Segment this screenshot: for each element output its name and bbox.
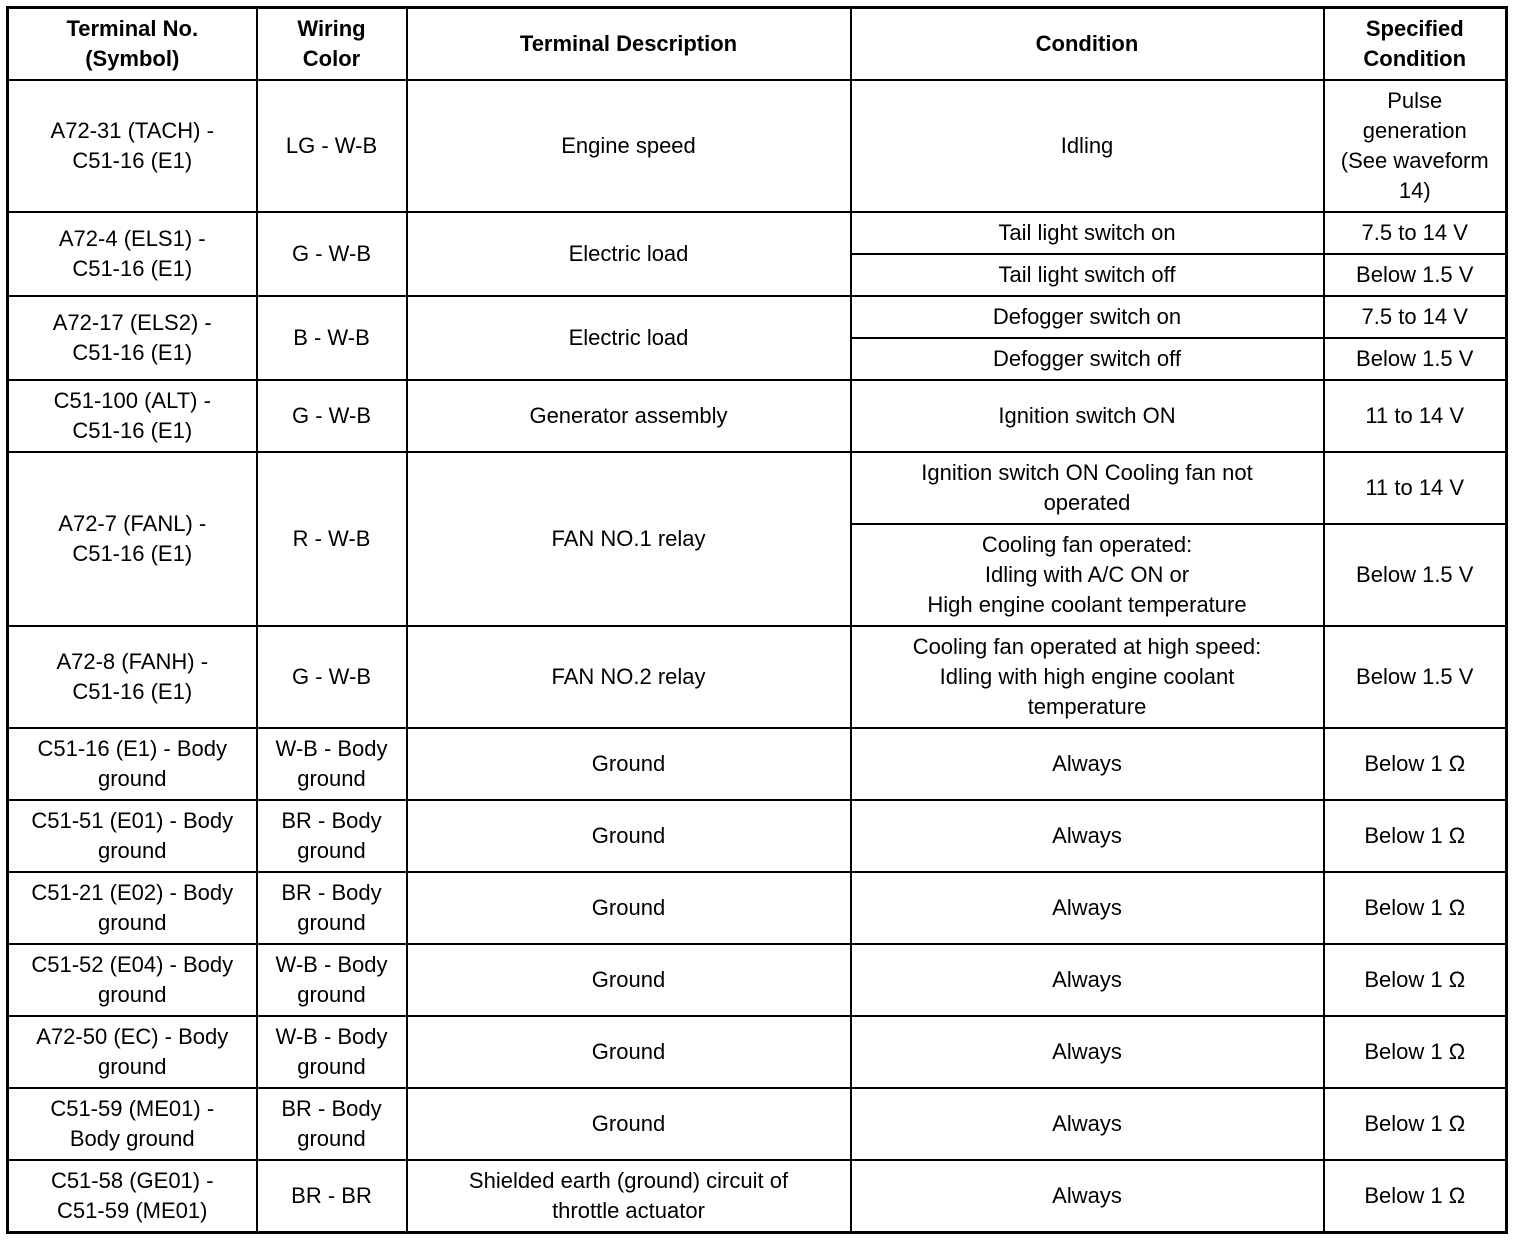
terminal-cell: C51-51 (E01) - Body ground xyxy=(8,800,257,872)
description-cell: Generator assembly xyxy=(407,380,851,452)
condition-cell: Idling xyxy=(851,80,1324,212)
condition-cell: Always xyxy=(851,944,1324,1016)
terminal-cell: C51-58 (GE01) - C51-59 (ME01) xyxy=(8,1160,257,1233)
specified-cell: Below 1 Ω xyxy=(1324,800,1507,872)
description-cell: Shielded earth (ground) circuit of throttle actuator xyxy=(407,1160,851,1233)
wiring-cell: B - W-B xyxy=(257,296,407,380)
specified-cell: Below 1 Ω xyxy=(1324,1016,1507,1088)
description-cell: Ground xyxy=(407,872,851,944)
condition-cell: Tail light switch off xyxy=(851,254,1324,296)
terminal-cell: C51-16 (E1) - Body ground xyxy=(8,728,257,800)
description-cell: Ground xyxy=(407,944,851,1016)
table-row xyxy=(8,1016,1507,1088)
terminal-cell: A72-7 (FANL) - C51-16 (E1) xyxy=(8,452,257,626)
condition-cell: Ignition switch ON Cooling fan not operated xyxy=(851,452,1324,524)
wiring-cell: W-B - Body ground xyxy=(257,1016,407,1088)
wiring-cell: BR - Body ground xyxy=(257,800,407,872)
terminal-cell: A72-31 (TACH) - C51-16 (E1) xyxy=(8,80,257,212)
wiring-cell: LG - W-B xyxy=(257,80,407,212)
table-row xyxy=(8,212,1507,254)
condition-cell: Ignition switch ON xyxy=(851,380,1324,452)
wiring-cell: G - W-B xyxy=(257,212,407,296)
specified-cell: Below 1 Ω xyxy=(1324,872,1507,944)
header-row xyxy=(8,8,1507,81)
specified-cell: Below 1 Ω xyxy=(1324,728,1507,800)
condition-cell: Always xyxy=(851,1016,1324,1088)
terminal-cell: C51-100 (ALT) - C51-16 (E1) xyxy=(8,380,257,452)
condition-cell: Cooling fan operated at high speed: Idling with high engine coolant temperature xyxy=(851,626,1324,728)
specified-cell: Below 1.5 V xyxy=(1324,254,1507,296)
header-terminal-description: Terminal Description xyxy=(407,8,851,81)
specified-cell: 7.5 to 14 V xyxy=(1324,296,1507,338)
terminal-cell: A72-8 (FANH) - C51-16 (E1) xyxy=(8,626,257,728)
condition-cell: Always xyxy=(851,1160,1324,1233)
wiring-cell: G - W-B xyxy=(257,380,407,452)
wiring-cell: W-B - Body ground xyxy=(257,728,407,800)
description-cell: Ground xyxy=(407,728,851,800)
condition-cell: Always xyxy=(851,872,1324,944)
specified-cell: 11 to 14 V xyxy=(1324,380,1507,452)
specified-cell: Below 1.5 V xyxy=(1324,524,1507,626)
table-row xyxy=(8,944,1507,1016)
specified-cell: 7.5 to 14 V xyxy=(1324,212,1507,254)
specified-cell: 11 to 14 V xyxy=(1324,452,1507,524)
table-row xyxy=(8,800,1507,872)
table-row xyxy=(8,452,1507,524)
terminal-cell: A72-50 (EC) - Body ground xyxy=(8,1016,257,1088)
terminal-cell: A72-17 (ELS2) - C51-16 (E1) xyxy=(8,296,257,380)
table-row xyxy=(8,872,1507,944)
table-row xyxy=(8,728,1507,800)
description-cell: Ground xyxy=(407,1016,851,1088)
condition-cell: Defogger switch on xyxy=(851,296,1324,338)
condition-cell: Always xyxy=(851,728,1324,800)
specified-cell: Below 1 Ω xyxy=(1324,1160,1507,1233)
table-row xyxy=(8,380,1507,452)
wiring-cell: BR - BR xyxy=(257,1160,407,1233)
specified-cell: Below 1 Ω xyxy=(1324,1088,1507,1160)
table-row xyxy=(8,626,1507,728)
condition-cell: Always xyxy=(851,1088,1324,1160)
header-specified-condition: Specified Condition xyxy=(1324,8,1507,81)
header-terminal: Terminal No. (Symbol) xyxy=(8,8,257,81)
description-cell: Engine speed xyxy=(407,80,851,212)
header-wiring-color: Wiring Color xyxy=(257,8,407,81)
specified-cell: Below 1.5 V xyxy=(1324,338,1507,380)
description-cell: FAN NO.1 relay xyxy=(407,452,851,626)
wiring-cell: G - W-B xyxy=(257,626,407,728)
wiring-cell: BR - Body ground xyxy=(257,872,407,944)
condition-cell: Tail light switch on xyxy=(851,212,1324,254)
condition-cell: Always xyxy=(851,800,1324,872)
description-cell: Ground xyxy=(407,800,851,872)
terminal-cell: C51-52 (E04) - Body ground xyxy=(8,944,257,1016)
wiring-cell: R - W-B xyxy=(257,452,407,626)
table-row xyxy=(8,296,1507,338)
wiring-cell: BR - Body ground xyxy=(257,1088,407,1160)
description-cell: Electric load xyxy=(407,296,851,380)
terminal-spec-table xyxy=(6,6,1508,1234)
description-cell: FAN NO.2 relay xyxy=(407,626,851,728)
table-row xyxy=(8,1088,1507,1160)
table-row xyxy=(8,1160,1507,1233)
terminal-cell: C51-59 (ME01) - Body ground xyxy=(8,1088,257,1160)
description-cell: Electric load xyxy=(407,212,851,296)
specified-cell: Below 1.5 V xyxy=(1324,626,1507,728)
terminal-cell: A72-4 (ELS1) - C51-16 (E1) xyxy=(8,212,257,296)
specified-cell: Pulse generation (See waveform 14) xyxy=(1324,80,1507,212)
specified-cell: Below 1 Ω xyxy=(1324,944,1507,1016)
wiring-cell: W-B - Body ground xyxy=(257,944,407,1016)
description-cell: Ground xyxy=(407,1088,851,1160)
condition-cell: Defogger switch off xyxy=(851,338,1324,380)
terminal-cell: C51-21 (E02) - Body ground xyxy=(8,872,257,944)
condition-cell: Cooling fan operated: Idling with A/C ON or High engine coolant temperature xyxy=(851,524,1324,626)
table-row xyxy=(8,80,1507,212)
header-condition: Condition xyxy=(851,8,1324,81)
